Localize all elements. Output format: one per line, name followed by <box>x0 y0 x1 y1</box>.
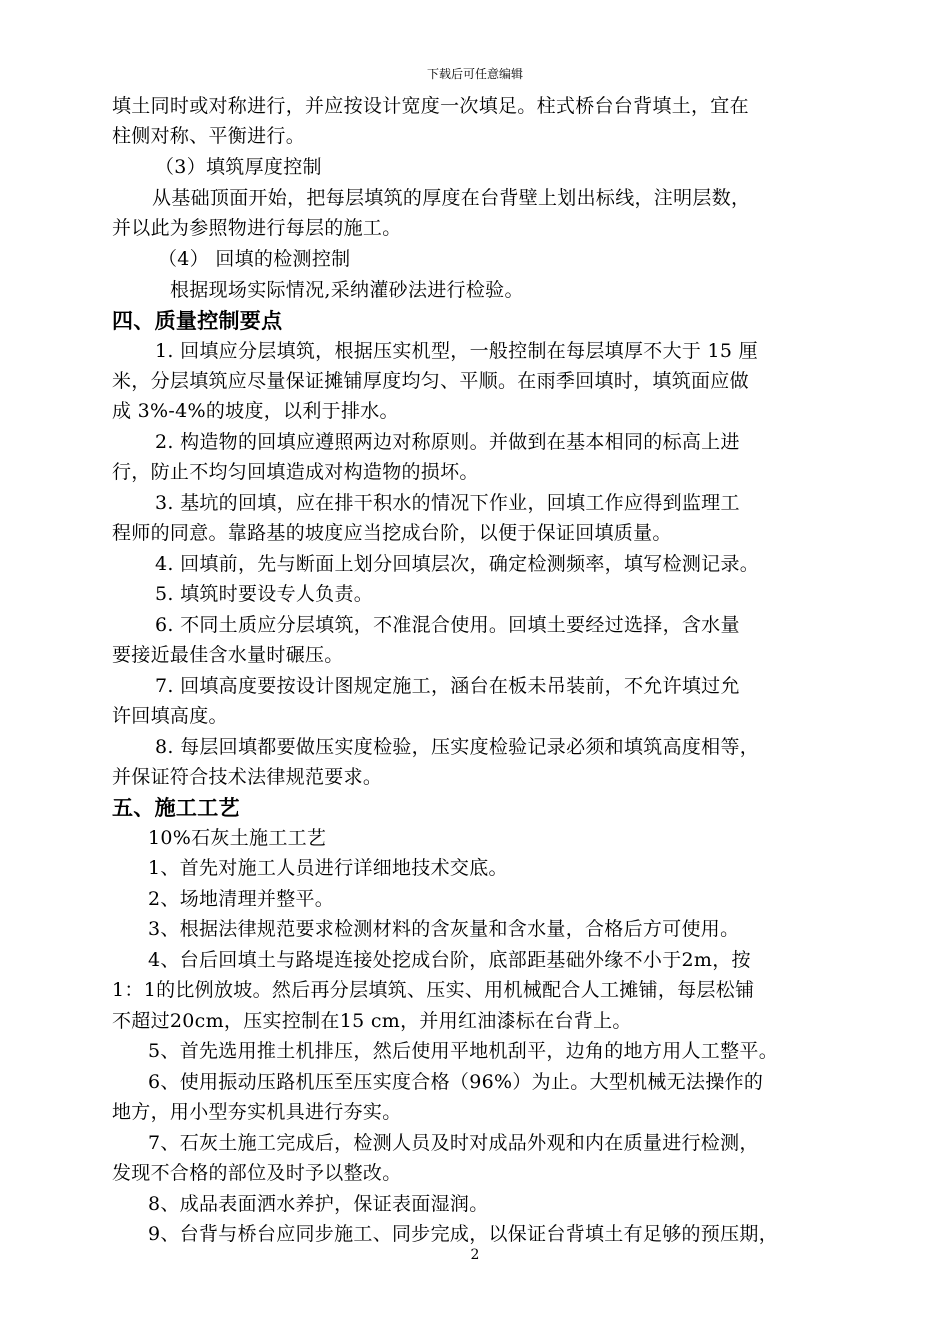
text-line: 10%石灰土施工工艺 <box>148 827 327 849</box>
text-line: 4. 回填前，先与断面上划分回填层次，确定检测频率，填写检测记录。 <box>155 553 760 575</box>
text-line: 7. 回填高度要按设计图规定施工，涵台在板未吊装前，不允许填过允 <box>155 675 740 697</box>
text-line: 成 3%-4%的坡度，以利于排水。 <box>112 400 399 422</box>
text-line: 8、成品表面洒水养护，保证表面湿润。 <box>148 1193 489 1215</box>
text-line: 1、首先对施工人员进行详细地技术交底。 <box>148 857 508 879</box>
section-heading: 五、施工工艺 <box>112 796 240 820</box>
text-line: 发现不合格的部位及时予以整改。 <box>112 1162 402 1184</box>
text-line: 1. 回填应分层填筑，根据压实机型，一般控制在每层填厚不大于 15 厘 <box>155 340 758 362</box>
text-line: 填土同时或对称进行，并应按设计宽度一次填足。柱式桥台台背填土，宜在 <box>112 95 749 117</box>
text-line: 9、台背与桥台应同步施工、同步完成，以保证台背填土有足够的预压期， <box>148 1223 778 1245</box>
text-line: 柱侧对称、平衡进行。 <box>112 125 306 147</box>
text-line: 4、台后回填土与路堤连接处挖成台阶，底部距基础外缘不小于2m，按 <box>148 949 751 971</box>
page-header: 下载后可任意编辑 <box>426 67 523 81</box>
text-line: 6、使用振动压路机压至压实度合格（96%）为止。大型机械无法操作的 <box>148 1071 764 1093</box>
text-line: 5、首先选用推土机排压，然后使用平地机刮平，边角的地方用人工整平。 <box>148 1040 778 1062</box>
text-line: 米，分层填筑应尽量保证摊铺厚度均匀、平顺。在雨季回填时，填筑面应做 <box>112 370 749 392</box>
page-number: 2 <box>470 1247 480 1263</box>
text-line: 2. 构造物的回填应遵照两边对称原则。并做到在基本相同的标高上进 <box>155 431 740 453</box>
text-line: 2、场地清理并整平。 <box>148 888 335 910</box>
text-line: 行，防止不均匀回填造成对构造物的损坏。 <box>112 461 479 483</box>
text-line: 地方，用小型夯实机具进行夯实。 <box>112 1101 402 1123</box>
text-line: 从基础顶面开始，把每层填筑的厚度在台背壁上划出标线，注明层数， <box>152 187 751 209</box>
text-line: 1：1的比例放坡。然后再分层填筑、压实、用机械配合人工摊铺，每层松铺 <box>112 979 755 1001</box>
text-line: （4） 回填的检测控制 <box>158 248 351 270</box>
text-line: 并以此为参照物进行每层的施工。 <box>112 217 402 239</box>
section-heading: 四、质量控制要点 <box>112 309 283 333</box>
text-line: 3. 基坑的回填，应在排干积水的情况下作业，回填工作应得到监理工 <box>155 492 740 514</box>
text-line: 不超过20cm，压实控制在15 cm，并用红油漆标在台背上。 <box>112 1010 632 1032</box>
text-line: 5. 填筑时要设专人负责。 <box>155 583 374 605</box>
text-line: 许回填高度。 <box>112 705 228 727</box>
text-line: 6. 不同土质应分层填筑，不准混合使用。回填土要经过选择，含水量 <box>155 614 740 636</box>
text-line: 7、石灰土施工完成后，检测人员及时对成品外观和内在质量进行检测， <box>148 1132 759 1154</box>
text-line: 8. 每层回填都要做压实度检验，压实度检验记录必须和填筑高度相等， <box>155 736 760 758</box>
text-line: 根据现场实际情况,采纳灌砂法进行检验。 <box>170 279 524 301</box>
text-line: 程师的同意。靠路基的坡度应当挖成台阶，以便于保证回填质量。 <box>112 522 672 544</box>
text-line: 并保证符合技术法律规范要求。 <box>112 766 383 788</box>
text-line: （3）填筑厚度控制 <box>155 156 322 178</box>
text-line: 要接近最佳含水量时碾压。 <box>112 644 344 666</box>
text-line: 3、根据法律规范要求检测材料的含灰量和含水量，合格后方可使用。 <box>148 918 740 940</box>
